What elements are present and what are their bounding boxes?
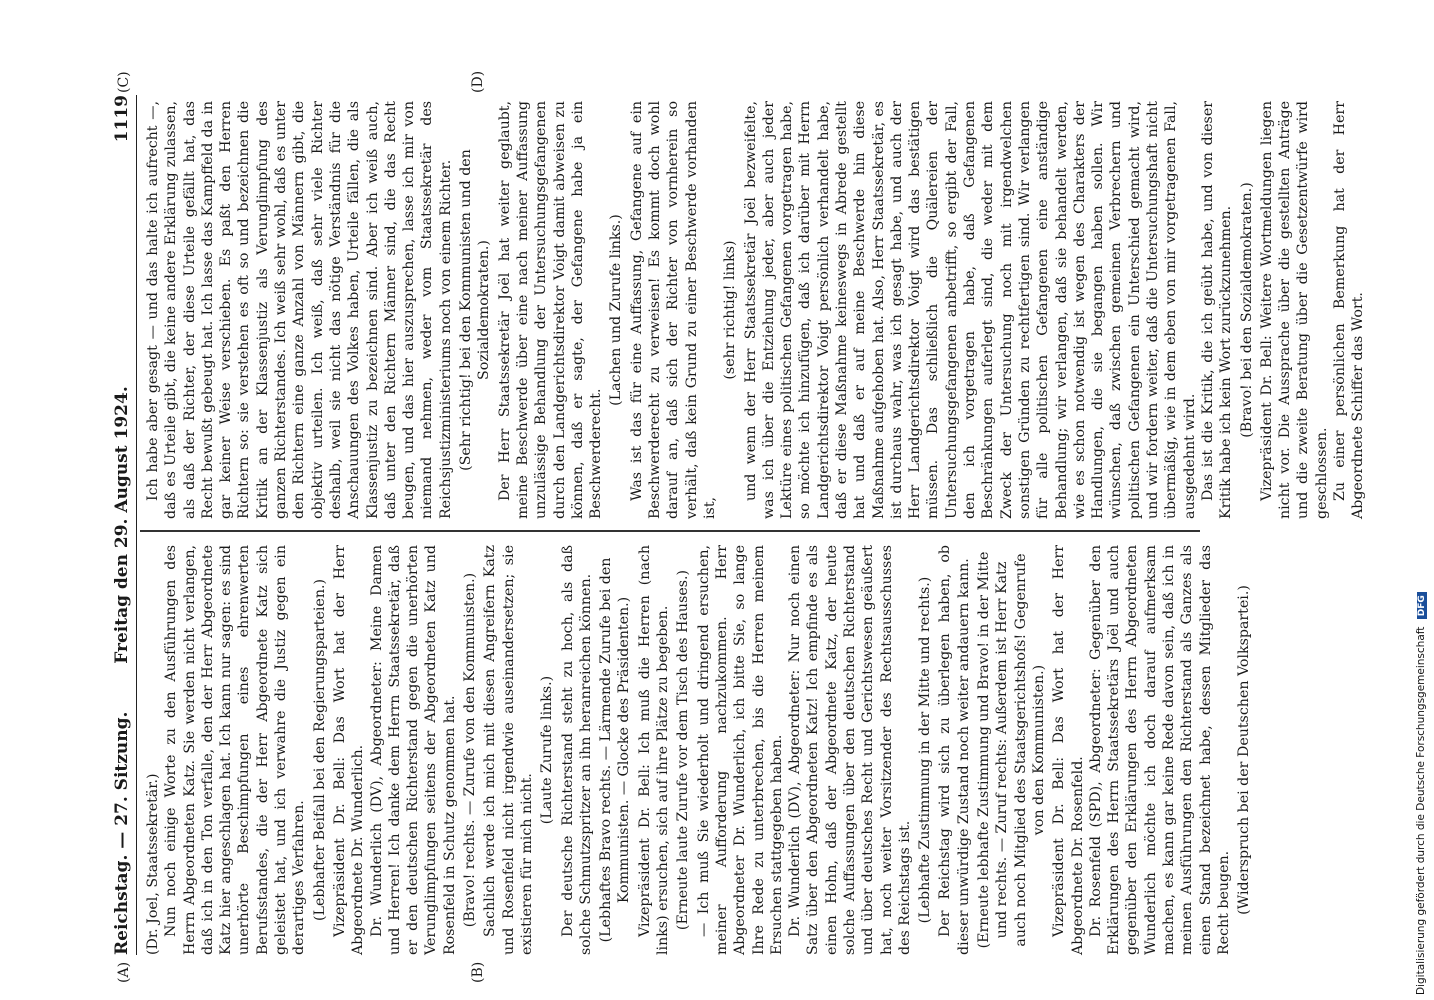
paragraph: Ich habe aber gesagt — und das halte ich aufrecht —, daß es Urteile gibt, die keine andere Erklärung zulassen, als daß der Richter, der diese Urteile gefällt hat, das Recht bewußt gebeugt hat. Ich lasse das Kampffeld da in gar keiner Weise verschieben. Es paßt den Herren Richtern so: sie verstehen es oft so und bezeichnen die Kritik an der Klassenjustiz als Verunglimpfung des ganzen Richterstandes. Ich weiß sehr wohl, daß es unter den Richtern eine ganze Anzahl von Männern gibt, die objektiv urteilen. Ich weiß, daß sehr viele Richter deshalb, weil sie nicht das nötige Verständnis für die Anschauungen des Volkes haben, Urteile fällen, die als Klassenjustiz zu bezeichnen sind. Aber ich weiß auch, daß unter den Richtern Männer sind, die das Recht beugen, und das hier auszusprechen, lasse ich mir von niemand nehmen, weder vom Staatssekretär des Reichsjustizministeriums noch von einem Richter.	[145, 101, 454, 519]
interjection: (Laute Zurufe links.)	[539, 675, 556, 825]
header-date: Freitag den 29. August 1924.	[112, 386, 132, 664]
paragraph: Dr. Rosenfeld (SPD), Abgeordneter: Gegenüber den Erklärungen des Herrn Staatssekretärs Joël und auch gegenüber den Erklärungen des Herrn Abgeordneten Wunderlich möchte ich doch darauf aufmerksam machen, es kann gar keine Rede davon sein, daß ich in meinen Ausführungen den Richterstand als Ganzes als einen Stand bezeichnet habe, dessen Mitglieder das Recht beugen.	[1087, 545, 1232, 955]
paragraph: Nun noch einige Worte zu den Ausführungen des Herrn Abgeordneten Katz. Sie werden nicht verlangen, daß ich in den Ton verfalle, den der Herr Abgeordnete Katz hier angeschlagen hat. Ich kann nur sagen: es sind unerhörte Beschimpfungen eines ehrenwerten Berufsstandes, die der Herr Abgeordnete Katz sich geleistet hat, und ich verwahre die Justiz gegen ein derartiges Verfahren.	[163, 545, 308, 955]
paragraph: Sachlich werde ich mich mit diesen Angreifern Katz und Rosenfeld nicht irgendwie auseinandersetzen; sie existieren für mich nicht.	[482, 545, 535, 955]
digitization-text: Digitalisierung gefördert durch die Deutsche Forschungsgemeinschaft	[1415, 626, 1427, 995]
column-divider	[140, 531, 1200, 533]
paragraph: Was ist das für eine Auffassung, Gefangene auf ein Beschwerderecht zu verweisen! Es kommt doch wohl darauf an, daß sich der Richter von vornherein so verhält, daß kein Grund zu einer Beschwerde vorhanden ist,	[628, 101, 718, 519]
interjection: (Bravo! rechts. — Zurufe von den Kommunisten.)	[462, 572, 479, 928]
page-number: 1119	[112, 95, 132, 143]
interjection: (Widerspruch bei der Deutschen Volkspartei.)	[1236, 585, 1253, 915]
right-column	[144, 101, 1367, 519]
dfg-logo: DFG	[1417, 592, 1427, 619]
paragraph: Der Reichstag wird sich zu überlegen haben, ob dieser unwürdige Zustand noch weiter andauern kann.	[937, 545, 972, 955]
page-header	[110, 95, 137, 955]
interjection: (Erneute lebhafte Zustimmung und Bravo! in der Mitte und rechts. — Zuruf rechts: Außerdem ist Herr Katz auch noch Mitglied des Staatsgerichtshofs! Gegenrufe von den Kommunisten.)	[976, 551, 1047, 949]
interjection: (sehr richtig! links)	[722, 240, 739, 380]
margin-marker-a: (A)	[116, 961, 132, 983]
paragraph: Zu einer persönlichen Bemerkung hat der Herr Abgeordnete Schiffer das Wort.	[1332, 101, 1367, 519]
interjection: (Erneute laute Zurufe vor dem Tisch des Hauses.)	[675, 569, 692, 931]
left-column	[144, 545, 1253, 955]
document-page	[110, 70, 1367, 983]
paragraph: Der deutsche Richterstand steht zu hoch, als daß solche Schmutzspritzer an ihn heranreichen können.	[559, 545, 594, 955]
running-speaker: (Dr. Joel, Staatssekretär.)	[145, 773, 161, 955]
paragraph: Vizepräsident Dr. Bell: Das Wort hat der Herr Abgeordnete Dr. Wunderlich.	[331, 545, 367, 955]
interjection: (Lachen und Zurufe links.)	[608, 214, 625, 406]
paragraph: — Ich muß Sie wiederholt und dringend ersuchen, meiner Aufforderung nachzukommen. Herr Abgeordneter Dr. Wunderlich, ich bitte Sie, so lange Ihre Rede zu unterbrechen, bis die Herren meinem Ersuchen stattgegeben haben.	[695, 545, 785, 955]
margin-marker-d: (D)	[470, 70, 486, 93]
interjection: (Lebhaftes Bravo rechts. — Lärmende Zurufe bei den Kommunisten. — Glocke des Präsidenten.)	[598, 557, 633, 943]
margin-marker-b: (B)	[470, 961, 486, 983]
interjection: (Sehr richtig! bei den Kommunisten und den Sozialdemokraten.)	[458, 149, 493, 471]
interjection: (Bravo! bei den Sozialdemokraten.)	[1238, 182, 1255, 438]
paragraph: Dr. Wunderlich (DV), Abgeordneter: Nur noch einen Satz über den Abgeordneten Katz! Ich empfinde es als einen Hohn, daß der Abgeordnete Katz, der heute solche Auffassungen über den deutschen Richterstand und über deutsches Recht und Gerichtswesen geäußert hat, noch weiter Vorsitzender des Rechtsausschusses des Reichstags ist.	[787, 545, 913, 955]
digitization-notice	[1415, 5, 1433, 995]
paragraph: Dr. Wunderlich (DV), Abgeordneter: Meine Damen und Herren! Ich danke dem Herrn Staatssekretär, daß er den deutschen Richterstand gegen die unerhörten Verunglimpfungen seitens der Abgeordneten Katz und Rosenfeld in Schutz genommen hat.	[368, 545, 458, 955]
paragraph: Vizepräsident Dr. Bell: Ich muß die Herren (nach links) ersuchen, sich auf ihre Plätze zu begeben.	[636, 545, 672, 955]
paragraph: Vizepräsident Dr. Bell: Das Wort hat der Herr Abgeordnete Dr. Rosenfeld.	[1051, 545, 1086, 955]
header-session: Reichstag. — 27. Sitzung.	[112, 711, 132, 955]
interjection: (Lebhafter Beifall bei den Regierungsparteien.)	[311, 578, 328, 922]
paragraph: und wenn der Herr Staatssekretär Joël bezweifelte, was ich über die Entziehung jeder, aber auch jeder Lektüre eines politischen Gefangenen vorgetragen habe, so möchte ich hinzufügen, daß ich darüber mit Herrn Landgerichtsdirektor Voigt persönlich verhandelt habe, daß er diese Maßnahme keineswegs in Abrede gestellt hat und daß er auf meine Beschwerde hin diese Maßnahme aufgehoben hat. Also, Herr Staatssekretär, es ist durchaus wahr, was ich gesagt habe, und auch der Herr Landgerichtsdirektor Voigt wird das bestätigen müssen. Das schließlich die Quälereien der Untersuchungsgefangenen anbetrifft, so ergibt der Fall, den ich vorgetragen habe, daß Gefangenen Beschränkungen auferlegt sind, die weder mit dem Zweck der Untersuchung noch mit irgendwelchen sonstigen Gründen zu rechtfertigen sind. Wir verlangen für alle politischen Gefangenen eine anständige Behandlung; wir verlangen, daß sie behandelt werden, wie es schon notwendig ist wegen des Charakters der Handlungen, die sie begangen haben sollen. Wir wünschen, daß zwischen gemeinen Verbrechern und politischen Gefangenen ein Unterschied gemacht wird, und wir fordern weiter, daß die Untersuchungshaft nicht übermäßig, wie in dem eben von mir vorgetragenen Fall, ausgedehnt wird.	[742, 101, 1198, 519]
paragraph: Das ist die Kritik, die ich geübt habe, und von dieser Kritik habe ich kein Wort zurückzunehmen.	[1199, 101, 1235, 519]
paragraph: Der Herr Staatssekretär Joël hat weiter geglaubt, meine Beschwerde über eine nach meiner Auffassung unzulässige Behandlung der Untersuchungsgefangenen durch den Landgerichtsdirektor Voigt damit abweisen zu können, daß er sagte, der Gefangene habe ja ein Beschwerderecht.	[496, 101, 605, 519]
margin-marker-c: (C)	[116, 71, 132, 93]
interjection: (Lebhafte Zustimmung in der Mitte und rechts.)	[917, 576, 934, 924]
paragraph: Vizepräsident Dr. Bell: Weitere Wortmeldungen liegen nicht vor. Die Aussprache über die gestellten Anträge und die zweite Beratung über die Gesetzentwürfe wird geschlossen.	[1258, 101, 1330, 519]
